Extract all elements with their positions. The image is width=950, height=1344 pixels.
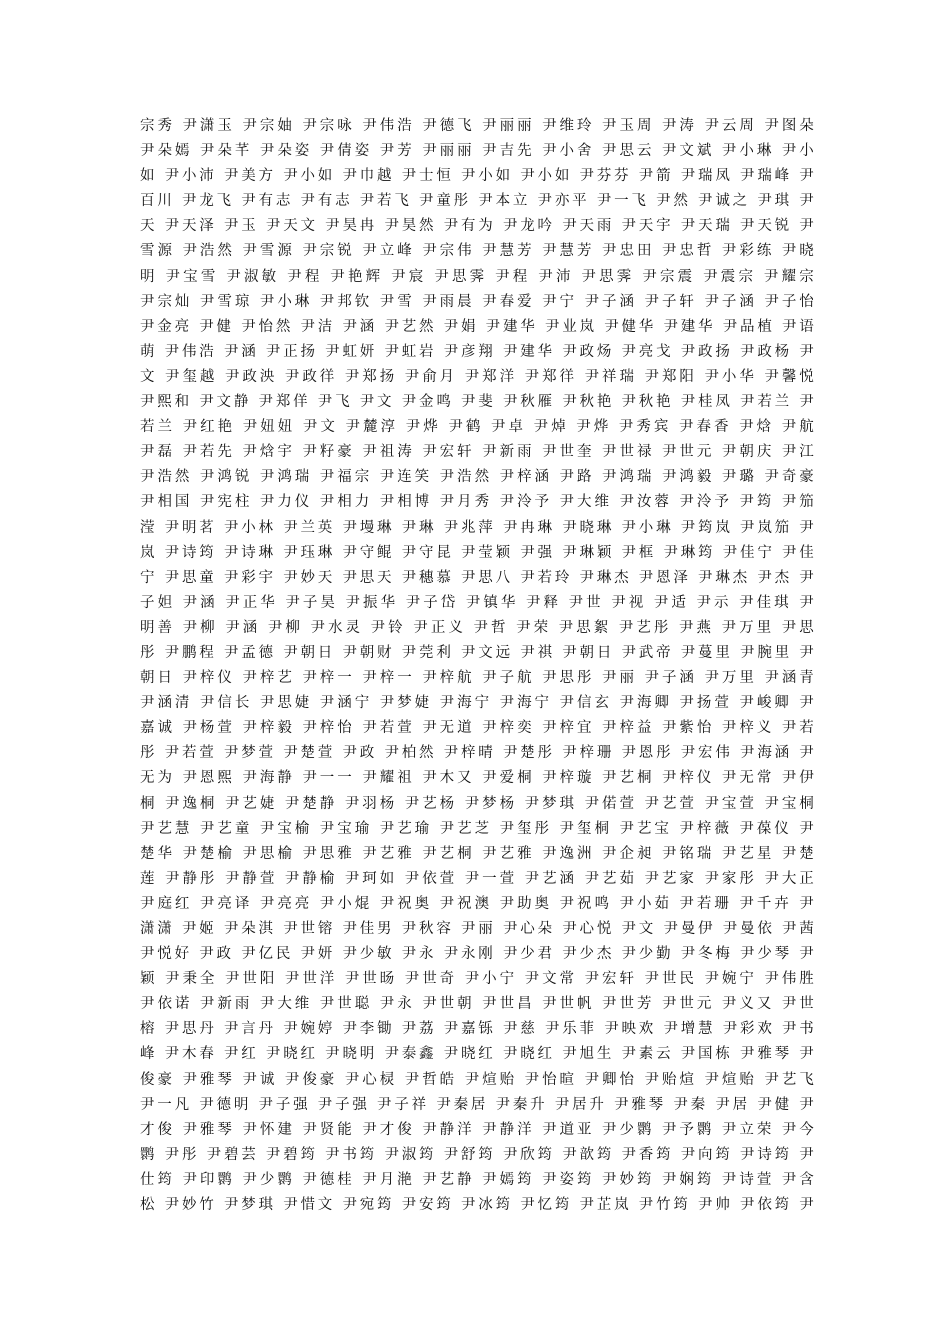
text-line: 彤 尹鹏程 尹孟德 尹朝日 尹朝财 尹莞利 尹文远 尹祺 尹朝日 尹武帝 尹蔓里 尹腕里 尹: [140, 644, 814, 661]
text-line: 峰 尹木春 尹红 尹晓红 尹晓明 尹泰鑫 尹晓红 尹晓红 尹旭生 尹素云 尹国栋 尹雅琴 尹: [140, 1046, 814, 1063]
text-line: 尹宗灿 尹雪琼 尹小琳 尹邦钦 尹雪 尹雨晨 尹春爱 尹宁 尹子涵 尹子轩 尹子涵 尹子怡: [140, 293, 814, 310]
text-line: 雪源 尹浩然 尹雪源 尹宗锐 尹立峰 尹宗伟 尹慧芳 尹慧芳 尹忠田 尹忠哲 尹彩练 尹晓: [140, 243, 814, 260]
text-line: 仕筠 尹印鹮 尹少鹮 尹德桂 尹月滟 尹艺静 尹嫣筠 尹姿筠 尹妙筠 尹娴筠 尹诗萱 尹含: [140, 1171, 814, 1188]
text-line: 尹庭红 尹亮译 尹亮亮 尹小焜 尹祝奥 尹祝澳 尹助奥 尹祝鸣 尹小茹 尹若珊 尹千卉 尹: [140, 895, 814, 912]
text-line: 若兰 尹红艳 尹妞妞 尹文 尹麓淳 尹烨 尹鹤 尹卓 尹焯 尹烨 尹秀宾 尹春香 尹焓 尹航: [140, 419, 814, 436]
text-line: 明 尹宝雪 尹淑敏 尹程 尹艳辉 尹宸 尹思霁 尹程 尹沛 尹思霁 尹宗震 尹震宗 尹耀宗: [140, 268, 814, 285]
text-line: 百川 尹龙飞 尹有志 尹有志 尹若飞 尹童彤 尹本立 尹亦平 尹一飞 尹然 尹诚之 尹琪 尹: [140, 193, 814, 210]
text-line: 潇潇 尹姬 尹朵淇 尹世镕 尹佳男 尹秋容 尹丽 尹心朵 尹心悦 尹文 尹曼伊 尹曼依 尹茜: [140, 921, 814, 937]
text-line: 松 尹妙竹 尹梦琪 尹惜文 尹宛筠 尹安筠 尹冰筠 尹忆筠 尹芷岚 尹竹筠 尹帅 尹依筠 尹: [140, 1197, 814, 1214]
text-line: 尹熙和 尹文静 尹郑佯 尹飞 尹文 尹金鸣 尹斐 尹秋雁 尹秋艳 尹秋艳 尹桂凤 尹若兰 尹: [140, 394, 814, 411]
text-line: 俊豪 尹雅琴 尹诚 尹俊豪 尹心棂 尹哲皓 尹煊贻 尹怡暄 尹卿怡 尹贻煊 尹煊贻 尹艺飞: [140, 1071, 814, 1088]
text-line: 滢 尹明茗 尹小林 尹兰英 尹墁琳 尹琳 尹兆萍 尹冉琳 尹晓琳 尹小琳 尹筠岚 尹岚笳 尹: [140, 519, 814, 536]
text-line: 莲 尹静彤 尹静萱 尹静榆 尹珂如 尹依萱 尹一萱 尹艺涵 尹艺茹 尹艺家 尹家彤 尹大正: [140, 870, 814, 887]
text-line: 桐 尹逸桐 尹艺婕 尹楚静 尹羽杨 尹艺杨 尹梦杨 尹梦琪 尹偌萱 尹艺萱 尹宝萱 尹宝桐: [140, 795, 814, 812]
text-line: 榕 尹思丹 尹言丹 尹婉婷 尹李锄 尹荔 尹嘉铄 尹慈 尹乐菲 尹映欢 尹增慧 尹彩欢 尹书: [140, 1021, 814, 1038]
text-line: 朝日 尹梓仪 尹梓艺 尹梓一 尹梓一 尹梓航 尹子航 尹思彤 尹丽 尹子涵 尹万里 尹涵青: [140, 670, 814, 687]
text-line: 尹一凡 尹德明 尹子强 尹子强 尹子祥 尹秦居 尹秦升 尹居升 尹雅琴 尹秦 尹居 尹健 尹: [140, 1096, 814, 1113]
text-line: 子妲 尹涵 尹正华 尹子昊 尹振华 尹子岱 尹镇华 尹释 尹世 尹视 尹适 尹示 尹佳琪 尹: [140, 594, 814, 611]
text-line: 楚华 尹楚榆 尹思榆 尹思雅 尹艺雅 尹艺桐 尹艺雅 尹逸洲 尹企昶 尹铭瑞 尹艺星 尹楚: [140, 845, 814, 862]
text-line: 文 尹玺越 尹政泱 尹政徉 尹郑扬 尹俞月 尹郑洋 尹郑徉 尹祥瑞 尹郑阳 尹小华 尹馨悦: [140, 368, 814, 385]
text-line: 如 尹小沛 尹美方 尹小如 尹巾越 尹士恒 尹小如 尹小如 尹芬芬 尹箭 尹瑞凤 尹瑞峰 尹: [140, 168, 814, 185]
text-line: 宁 尹思童 尹彩宇 尹妙天 尹思天 尹穗慕 尹思八 尹若玲 尹琳杰 尹恩泽 尹琳杰 尹杰 尹: [140, 569, 814, 586]
text-line: 彤 尹若萱 尹梦萱 尹楚萱 尹政 尹柏然 尹梓晴 尹楚彤 尹梓珊 尹恩彤 尹宏伟 尹海涵 尹: [140, 745, 814, 762]
text-line: 萌 尹伟浩 尹涵 尹正扬 尹虹妍 尹虹岩 尹彦翔 尹建华 尹政炀 尹亮戈 尹政扬 尹政杨 尹: [140, 343, 814, 360]
text-line: 才俊 尹雅琴 尹怀建 尹贤能 尹才俊 尹静洋 尹静洋 尹道亚 尹少鹮 尹予鹮 尹立荣 尹今: [140, 1121, 814, 1138]
text-line: 尹磊 尹若先 尹焓宇 尹籽豪 尹祖涛 尹宏轩 尹新雨 尹世奎 尹世禄 尹世元 尹朝庆 尹江: [140, 444, 814, 461]
text-line: 颖 尹秉全 尹世阳 尹世洋 尹世旸 尹世奇 尹小宁 尹文常 尹宏轩 尹世民 尹婉宁 尹伟胜: [140, 971, 814, 988]
text-line: 岚 尹诗筠 尹诗琳 尹珏琳 尹守鲲 尹守昆 尹莹颖 尹强 尹琳颖 尹框 尹琳筠 尹佳宁 尹佳: [140, 544, 814, 561]
text-line: 嘉诚 尹杨萱 尹梓毅 尹梓怡 尹若萱 尹无道 尹梓奕 尹梓宜 尹梓益 尹紫怡 尹梓义 尹若: [140, 720, 814, 737]
text-line: 天 尹天泽 尹玉 尹天文 尹昊冉 尹昊然 尹有为 尹龙吟 尹天雨 尹天宇 尹天瑞 尹天锐 尹: [140, 218, 814, 235]
text-line: 鹮 尹彤 尹碧芸 尹碧筠 尹书筠 尹淑筠 尹舒筠 尹欣筠 尹歆筠 尹香筠 尹向筠 尹诗筠 尹: [140, 1146, 814, 1163]
text-line: 尹相国 尹宪柱 尹力仪 尹相力 尹相博 尹月秀 尹泠予 尹大维 尹汝蓉 尹泠予 尹筠 尹笳: [140, 494, 814, 511]
text-line: 尹依诺 尹新雨 尹大维 尹世聪 尹永 尹世朝 尹世昌 尹世帆 尹世芳 尹世元 尹义又 尹世: [140, 996, 814, 1013]
text-line: 无为 尹恩熙 尹海静 尹一一 尹耀祖 尹木又 尹爱桐 尹梓璇 尹艺桐 尹梓仪 尹无常 尹伊: [140, 770, 814, 787]
text-line: 明善 尹柳 尹涵 尹柳 尹水灵 尹铃 尹正义 尹哲 尹荣 尹思絮 尹艺彤 尹燕 尹万里 尹思: [140, 619, 814, 636]
text-line: 尹悦好 尹政 尹亿民 尹妍 尹少敏 尹永 尹永刚 尹少君 尹少杰 尹少勤 尹冬梅 尹少琴 尹: [140, 946, 814, 963]
document-page: [140, 114, 814, 1218]
text-line: 宗秀 尹潇玉 尹宗妯 尹宗咏 尹伟浩 尹德飞 尹丽丽 尹维玲 尹玉周 尹涛 尹云周 尹图朵: [140, 118, 814, 134]
text-line: 尹朵嫣 尹朵芊 尹朵姿 尹倩姿 尹芳 尹丽丽 尹吉先 尹小舍 尹思云 尹文斌 尹小琳 尹小: [140, 143, 814, 160]
text-line: 尹浩然 尹鸿锐 尹鸿瑞 尹福宗 尹连笑 尹浩然 尹梓涵 尹路 尹鸿瑞 尹鸿毅 尹璐 尹奇豪: [140, 469, 814, 486]
text-line: 尹涵清 尹信长 尹思婕 尹涵宁 尹梦婕 尹海宁 尹海宁 尹信玄 尹海卿 尹扬萱 尹峻卿 尹: [140, 695, 814, 712]
text-line: 尹艺慧 尹艺童 尹宝榆 尹宝瑜 尹艺瑜 尹艺芝 尹玺彤 尹玺桐 尹艺宝 尹梓薇 尹葆仪 尹: [140, 820, 814, 837]
text-line: 尹金亮 尹健 尹怡然 尹洁 尹涵 尹艺然 尹娟 尹建华 尹业岚 尹健华 尹建华 尹品植 尹语: [140, 318, 814, 335]
